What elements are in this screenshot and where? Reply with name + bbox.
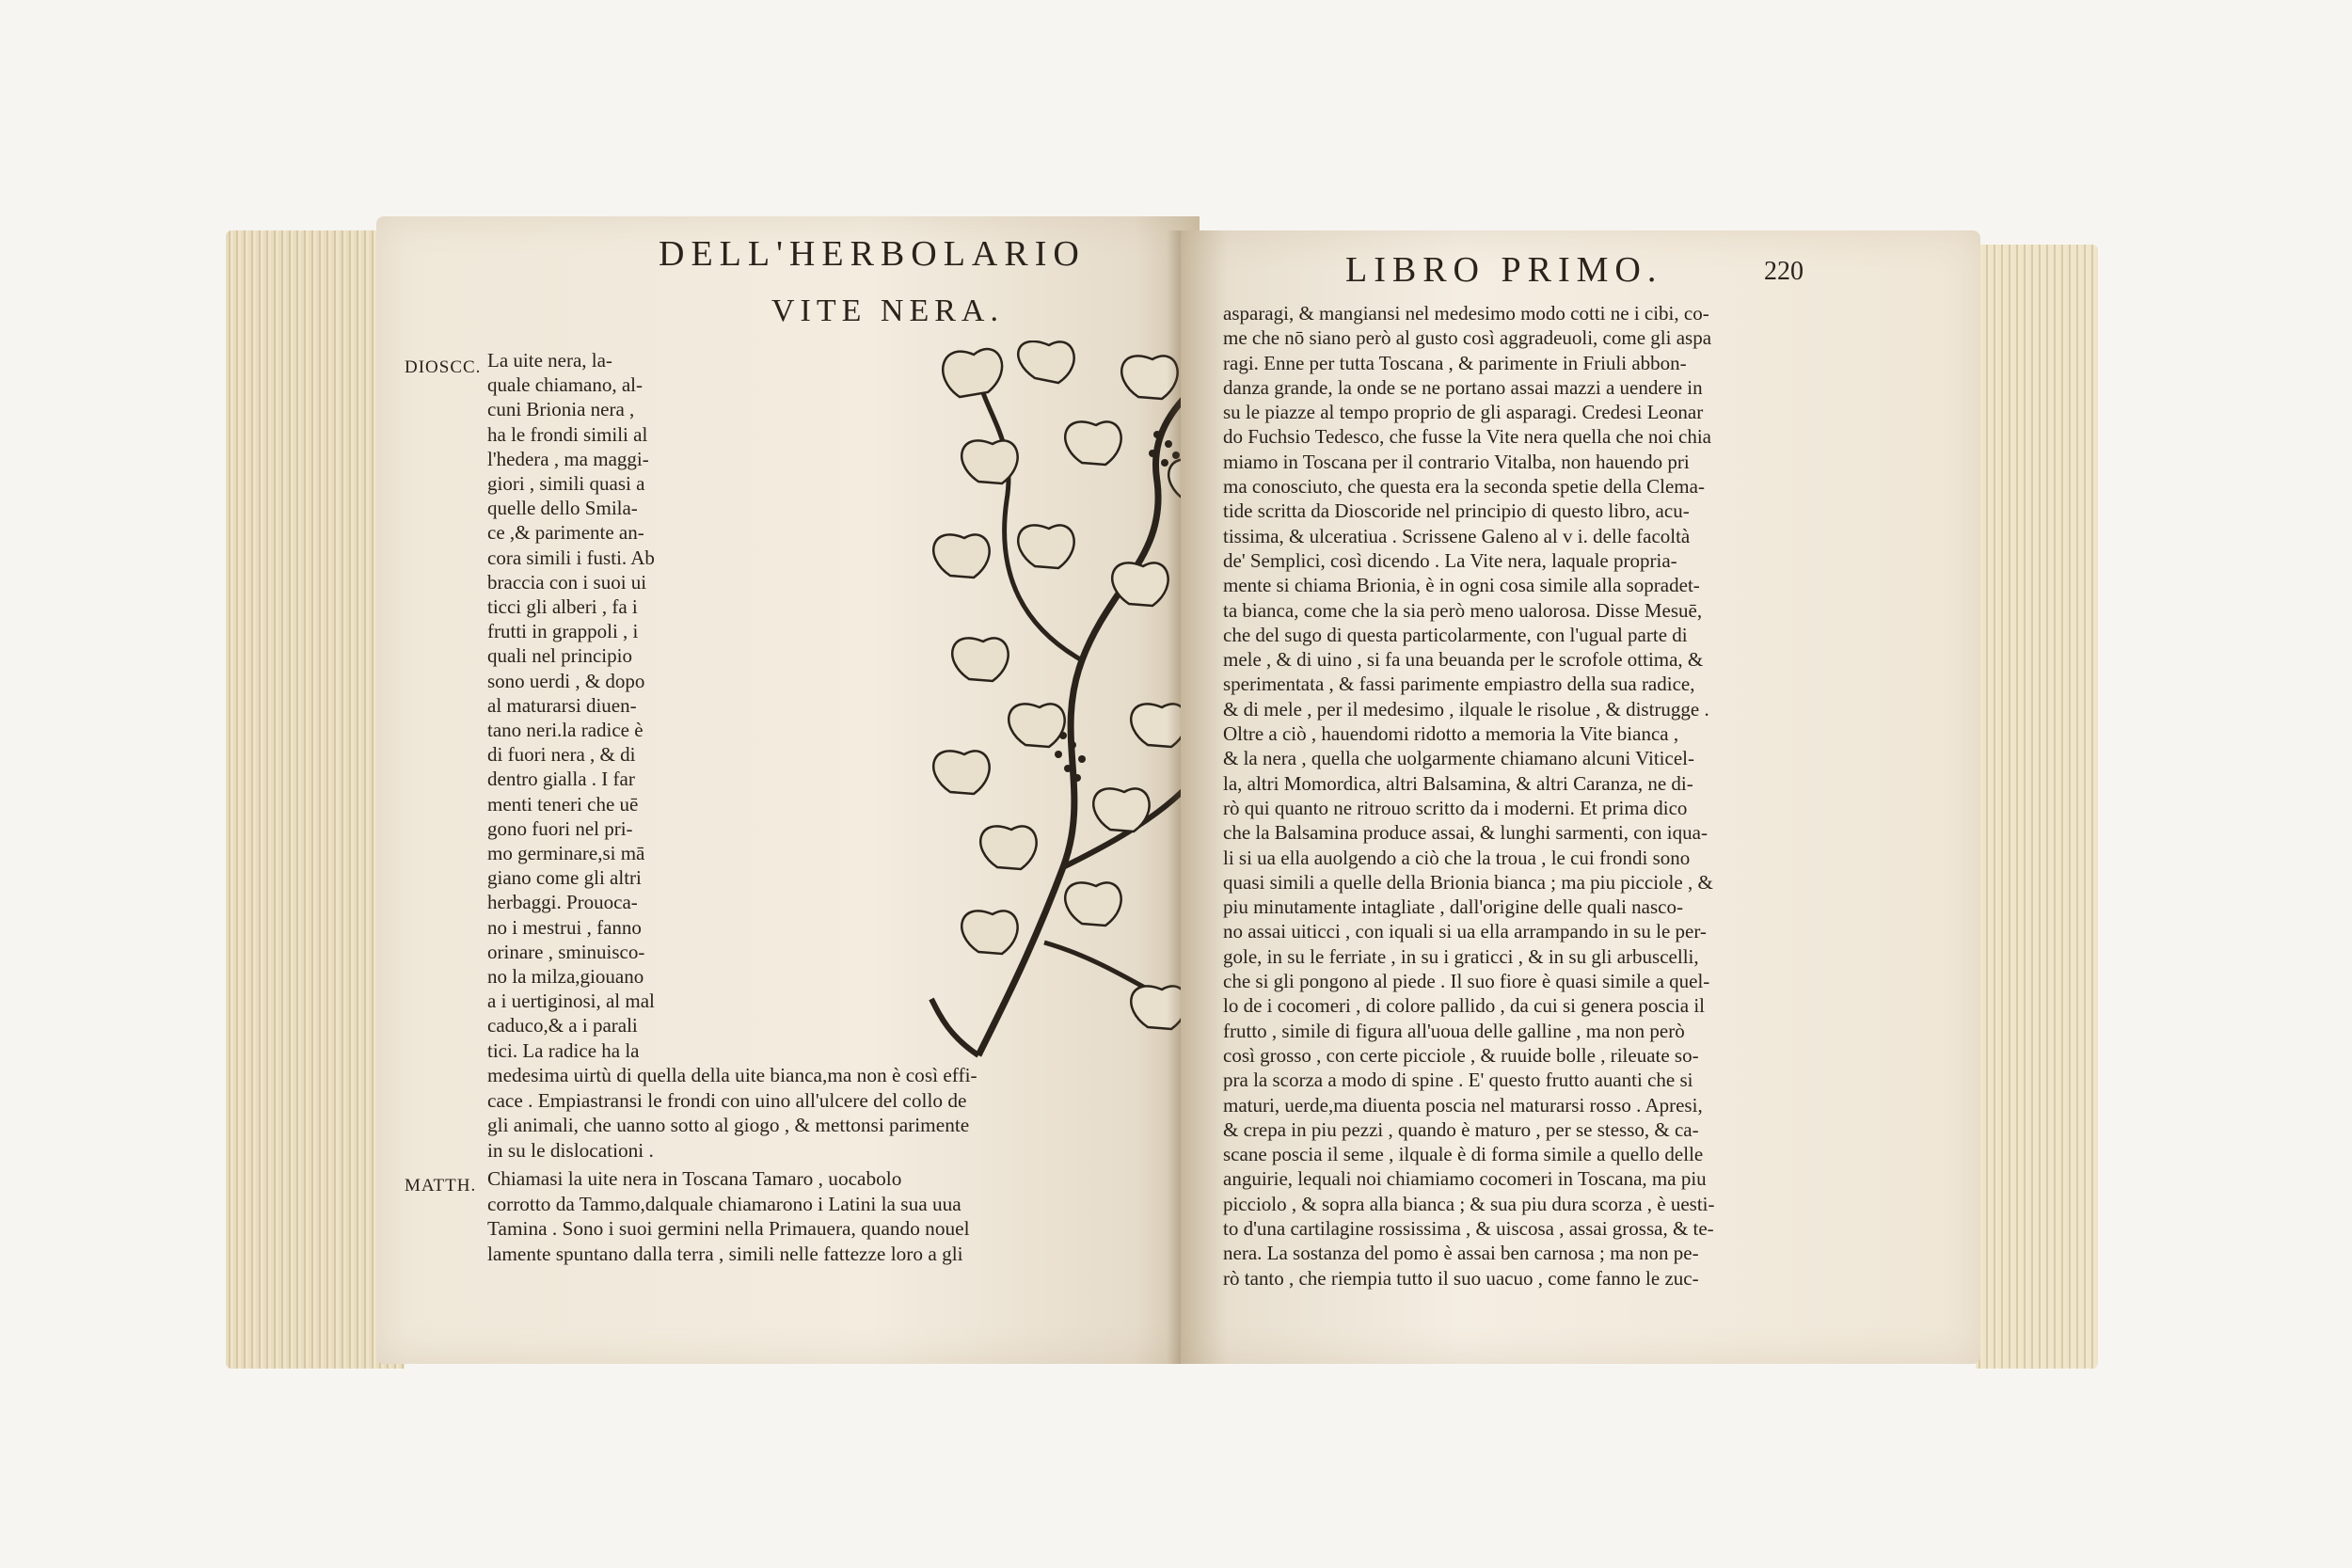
text-line: pra la scorza a modo di spine . E' questo frutto auanti che si — [1223, 1069, 1693, 1092]
text-line: no i mestrui , fanno — [487, 915, 642, 939]
text-line: menti teneri che uē — [487, 792, 639, 816]
text-line: gli animali, che uanno sotto al giogo , & mettonsi parimente — [487, 1114, 970, 1136]
text-line: li si ua ella auolgendo a ciò che la troua , le cui frondi sono — [1223, 846, 1691, 869]
text-line: nera. La sostanza del pomo è assai ben carnosa ; ma non pe- — [1223, 1242, 1699, 1265]
text-line: picciolo , & sopra alla bianca ; & sua piu dura scorza , è uesti- — [1223, 1192, 1715, 1215]
right-page — [1181, 230, 1980, 1364]
text-line: tano neri.la radice è — [487, 719, 644, 742]
text-line: scane poscia il seme , ilquale è di forma simile a quello delle — [1223, 1143, 1704, 1166]
text-line: di fuori nera , & di — [487, 743, 636, 767]
margin-note-diosc: DIOSCC. — [405, 357, 482, 377]
text-line: così grosso , con certe picciole , & ruuide bolle , rileuate so- — [1223, 1043, 1699, 1067]
text-line: Oltre a ciò , hauendomi ridotto a memoria la Vite bianca , — [1223, 722, 1679, 746]
text-line: danza grande, la onde se ne portano assai mazzi a uendere in — [1223, 375, 1703, 399]
text-line: rò tanto , che riempia tutto il suo uacuo , come fanno le zuc- — [1223, 1266, 1699, 1290]
text-line: braccia con i suoi ui — [487, 570, 647, 594]
matth-commentary-block — [487, 1166, 1146, 1266]
text-line: giori , simili quasi a — [487, 472, 645, 496]
page-number: 220 — [1764, 257, 1804, 286]
text-line: ticci gli alberi , fa i — [487, 595, 638, 619]
text-line: giano come gli altri — [487, 866, 642, 890]
running-head-right: LIBRO PRIMO. — [1345, 250, 1663, 290]
text-line: La uite nera, la- — [487, 349, 612, 372]
text-line: l'hedera , ma maggi- — [487, 447, 649, 470]
text-line: caduco,& a i parali — [487, 1014, 638, 1037]
text-line: quale chiamano, al- — [487, 373, 644, 397]
text-line: ta bianca, come che la sia però meno ualorosa. Disse Mesuē, — [1223, 598, 1703, 622]
text-line: gole, in su le ferriate , in su i graticci , & in su gli arbuscelli, — [1223, 944, 1699, 968]
text-line: che la Balsamina produce assai, & lunghi sarmenti, con iqua- — [1223, 821, 1708, 845]
text-line: a i uertiginosi, al mal — [487, 990, 655, 1013]
text-line: me che nō siano però al gusto così aggradeuoli, come gli aspa — [1223, 326, 1712, 350]
text-line: no la milza,giouano — [487, 965, 644, 989]
right-text-block — [1223, 301, 1900, 1291]
text-line: tide scritta da Dioscoride nel principio di questo libro, acu- — [1223, 499, 1690, 523]
open-book — [216, 202, 2107, 1378]
text-line: in su le dislocationi . — [487, 1138, 654, 1162]
wide-text-block — [487, 1063, 1146, 1163]
text-line: mele , & di uino , si fa una beuanda per le scrofole ottima, & — [1223, 648, 1704, 672]
text-line: sperimentata , & fassi parimente empiastro della sua radice, — [1223, 673, 1695, 696]
text-line: lamente spuntano dalla terra , simili nelle fattezze loro a gli — [487, 1242, 963, 1265]
text-line: frutti in grappoli , i — [487, 620, 639, 643]
text-line: frutto , simile di figura all'uoua delle galline , ma non però — [1223, 1019, 1685, 1042]
right-page-edges — [1976, 245, 2098, 1369]
text-line: tissima, & ulceratiua . Scrissene Galeno al v i. delle facoltà — [1223, 524, 1691, 547]
text-line: corrotto da Tammo,dalquale chiamarono i Latini la sua uua — [487, 1192, 961, 1215]
text-line: no assai uiticci , con iquali si ua ella arrampando in su le per- — [1223, 920, 1707, 943]
text-line: orinare , sminuisco- — [487, 940, 645, 963]
text-line: che si gli pongono al piede . Il suo fiore è quasi simile a quel- — [1223, 970, 1710, 993]
text-line: Chiamasi la uite nera in Toscana Tamaro , uocabolo — [487, 1167, 902, 1190]
text-line: quasi simili a quelle della Brionia bianca ; ma piu picciole , & — [1223, 870, 1713, 894]
text-line: lo de i cocomeri , di colore pallido , da cui si genera poscia il — [1223, 994, 1705, 1018]
text-line: al maturarsi diuen- — [487, 693, 637, 717]
text-line: ma conosciuto, che questa era la seconda spetie della Clema- — [1223, 475, 1705, 499]
text-line: su le piazze al tempo proprio de gli asparagi. Credesi Leonar — [1223, 401, 1704, 424]
text-line: dentro gialla . I far — [487, 768, 635, 791]
text-line: la, altri Momordica, altri Balsamina, & altri Caranza, ne di- — [1223, 771, 1693, 795]
text-line: cora simili i fusti. Ab — [487, 546, 655, 569]
text-line: asparagi, & mangiansi nel medesimo modo cotti ne i cibi, co- — [1223, 302, 1709, 325]
text-line: che del sugo di questa particolarmente, con l'ugual parte di — [1223, 623, 1688, 646]
left-page — [376, 216, 1200, 1364]
text-line: cuni Brionia nera , — [487, 398, 635, 421]
text-line: Tamina . Sono i suoi germini nella Primauera, quando nouel — [487, 1217, 970, 1240]
text-line: miamo in Toscana per il contrario Vitalba, non hauendo pri — [1223, 450, 1690, 473]
text-line: ce ,& parimente an- — [487, 521, 644, 545]
text-line: herbaggi. Prouoca- — [487, 891, 638, 914]
text-line: do Fuchsio Tedesco, che fusse la Vite nera quella che noi chia — [1223, 425, 1711, 449]
text-line: & crepa in piu pezzi , quando è maturo , per se stesso, & ca- — [1223, 1117, 1699, 1141]
text-line: & di mele , per il medesimo , ilquale le risolue , & distrugge . — [1223, 697, 1709, 721]
text-line: ha le frondi simili al — [487, 422, 648, 446]
text-line: ragi. Enne per tutta Toscana , & parimente in Friuli abbon- — [1223, 351, 1687, 374]
text-line: sono uerdi , & dopo — [487, 669, 645, 692]
text-line: gono fuori nel pri- — [487, 816, 633, 840]
text-line: mente si chiama Brionia, è in ogni cosa simile alla sopradet- — [1223, 574, 1700, 597]
text-line: tici. La radice ha la — [487, 1038, 640, 1062]
text-line: maturi, uerde,ma diuenta poscia nel maturarsi rosso . Apresi, — [1223, 1093, 1703, 1117]
running-head-left: DELL'HERBOLARIO — [659, 234, 1086, 274]
text-line: medesima uirtù di quella della uite bianca,ma non è così effi- — [487, 1064, 977, 1086]
text-line: anguirie, lequali noi chiamiamo cocomeri in Toscana, ma piu — [1223, 1167, 1707, 1191]
text-line: & la nera , quella che uolgarmente chiamano alcuni Viticel- — [1223, 747, 1694, 770]
text-line: rò qui quanto ne ritrouo scritto da i moderni. Et prima dico — [1223, 796, 1688, 819]
text-line: to d'una cartilagine rossissima , & uiscosa , assai grossa, & te- — [1223, 1216, 1714, 1240]
text-line: cace . Empiastransi le frondi con uino all'ulcere del collo de — [487, 1088, 967, 1112]
narrow-text-column — [487, 348, 807, 1063]
text-line: quelle dello Smila- — [487, 497, 638, 520]
text-line: quali nel principio — [487, 644, 632, 668]
text-line: mo germinare,si mā — [487, 842, 645, 865]
margin-note-matth: MATTH. — [405, 1176, 477, 1196]
text-line: piu minutamente intagliate , dall'origine delle quali nasco- — [1223, 895, 1683, 919]
text-line: de' Semplici, così dicendo . La Vite nera, laquale propria- — [1223, 548, 1677, 572]
section-title: VITE NERA. — [771, 293, 1004, 328]
